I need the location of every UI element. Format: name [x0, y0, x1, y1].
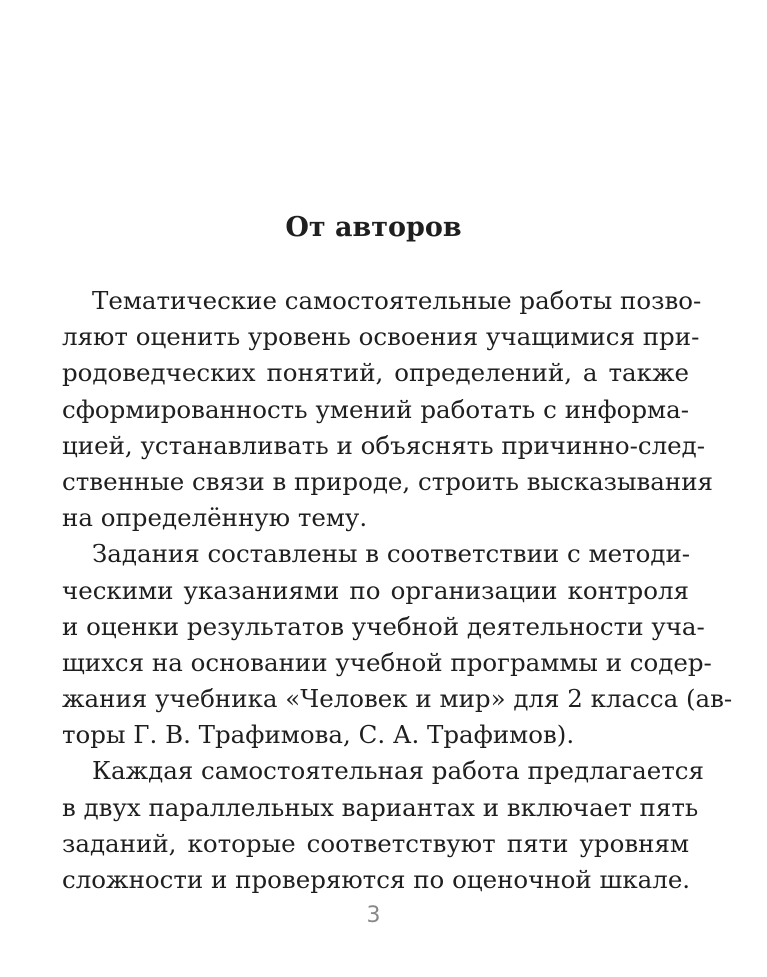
- paragraph-3: [62, 753, 704, 898]
- text-line: Задания составлены в соответствии с методи-: [92, 539, 691, 569]
- text-line: и оценки результатов учебной деятельности уча-: [62, 611, 705, 641]
- text-line: сформированность умений работать с информа-: [62, 394, 689, 424]
- text-line: заданий, которые соответствуют пяти уровням: [62, 828, 689, 858]
- text-line: торы Г. В. Трафимова, С. А. Трафимов).: [62, 720, 575, 750]
- paragraph-2: [62, 536, 733, 753]
- text-line: цией, устанавливать и объяснять причинно-след-: [62, 430, 706, 460]
- text-line: на определённую тему.: [62, 503, 368, 533]
- text-line: ляют оценить уровень освоения учащимися при-: [62, 322, 700, 352]
- text-line: в двух параллельных вариантах и включает пять: [62, 792, 699, 822]
- text-line: Каждая самостоятельная работа предлагается: [92, 756, 704, 786]
- text-line: Тематические самостоятельные работы позво-: [92, 286, 702, 315]
- text-line: ческими указаниями по организации контроля: [62, 575, 689, 605]
- text-line: родоведческих понятий, определений, а также: [62, 358, 689, 388]
- text-line: ственные связи в природе, строить высказывания: [62, 466, 714, 496]
- body-text: [62, 283, 733, 898]
- text-line: щихся на основании учебной программы и содер-: [62, 647, 712, 677]
- page-number: 3: [366, 903, 381, 928]
- text-line: сложности и проверяются по оценочной шкале.: [62, 865, 691, 894]
- paragraph-1: [62, 283, 714, 536]
- page-title: От авторов: [285, 212, 462, 243]
- text-line: жания учебника «Человек и мир» для 2 класса (ав-: [62, 684, 733, 714]
